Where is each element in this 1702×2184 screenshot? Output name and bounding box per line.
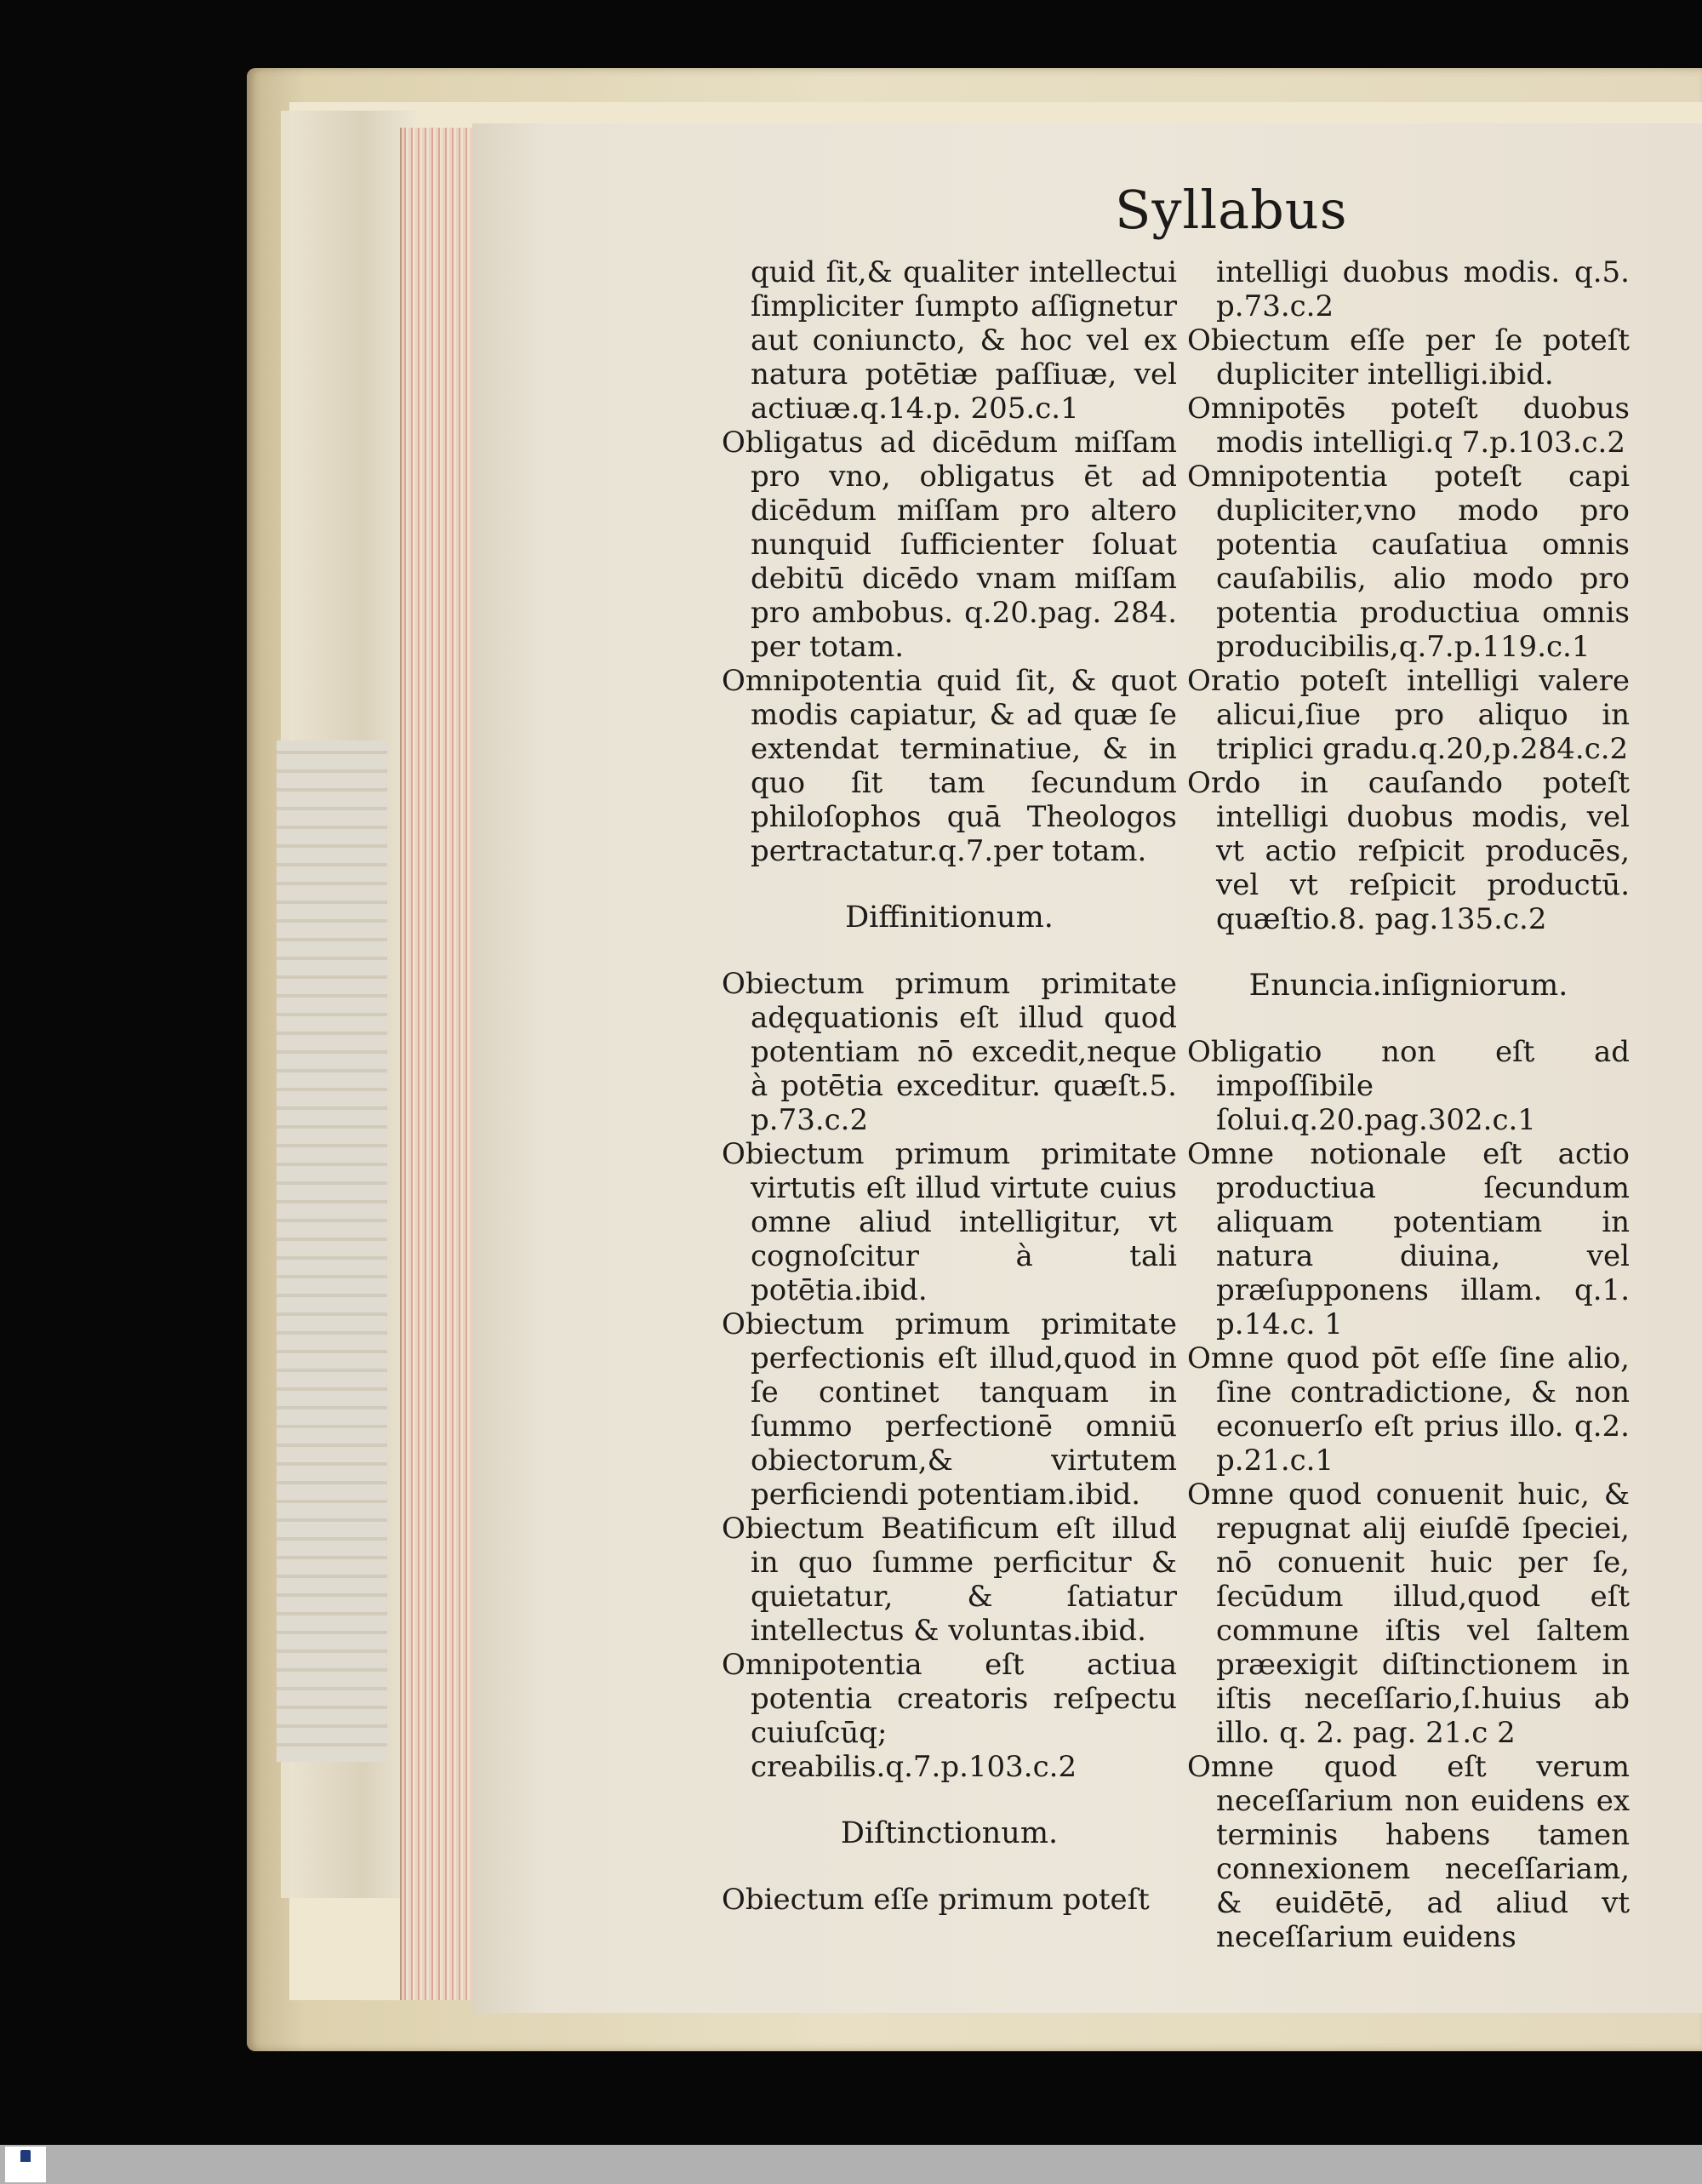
index-entry: Omne quod conuenit huic, & repugnat alij eiuſdē ſpeciei, nō conuenit huic per ſe, ſecūdum illud,quod eſt commune iſtis vel ſaltem præexigit diſtinctionem in iſtis neceſſario,ſ.huius ab illo. q. 2. pag. 21.c 2 — [1187, 1478, 1630, 1750]
index-entry: Omne notionale eſt actio productiua ſecundum aliquam potentiam in natura diuina, vel præſupponens illam. q.1. p.14.c. 1 — [1187, 1137, 1630, 1341]
index-entry: Obligatio non eſt ad impoſſibile ſolui.q.20.pag.302.c.1 — [1187, 1035, 1630, 1137]
index-entry: Omnipotentia eſt actiua potentia creatoris reſpectu cuiuſcūq; creabilis.q.7.p.103.c.2 — [722, 1648, 1177, 1784]
index-entry: Obiectum eſſe primum poteſt — [722, 1883, 1150, 1917]
index-entry: Obiectum Beatificum eſt illud in quo ſumme perficitur & quietatur, & ſatiatur intellectus & voluntas.ibid. — [722, 1512, 1177, 1648]
index-entry: Omne quod eſt verum neceſſarium non euidens ex terminis habens tamen connexionem neceſſariam, & euidētē, ad aliud vt neceſſarium euidens — [1187, 1750, 1630, 1954]
page-fore-edge — [400, 128, 474, 2000]
left-column — [722, 255, 1177, 1917]
viewer-footer-bar — [0, 2145, 1702, 2184]
index-entry: Obiectum eſſe per ſe poteſt dupliciter intelligi.ibid. — [1187, 323, 1630, 392]
section-heading: Diſtinctionum. — [840, 1816, 1059, 1850]
index-entry: Omnipotentia poteſt capi dupliciter,vno modo pro potentia cauſatiua omnis cauſabilis, alio modo pro potentia productiua omnis producibilis,q.7.p.119.c.1 — [1187, 460, 1630, 664]
section-heading: Diffinitionum. — [845, 900, 1054, 935]
right-column — [1187, 255, 1630, 1954]
index-entry: Obiectum primum primitate perfectionis eſt illud,quod in ſe continet tanquam in ſummo perfectionē omniū obiectorum,& virtutem perficiendi potentiam.ibid. — [722, 1307, 1177, 1512]
index-entry: Oratio poteſt intelligi valere alicui,ſiue pro aliquo in triplici gradu.q.20,p.284.c.2 — [1187, 664, 1630, 766]
index-entry-continued: quid ſit,& qualiter intellectui ſimpliciter ſumpto aſſignetur aut coniuncto, & hoc vel ex natura potētiæ paſſiuæ, vel actiuæ.q.14.p. 205.c.1 — [751, 255, 1177, 426]
section-heading: Enuncia.inſigniorum. — [1248, 969, 1568, 1003]
index-entry: Ordo in cauſando poteſt intelligi duobus modis, vel vt actio reſpicit producēs, vel vt reſpicit productū. quæſtio.8. pag.135.c.2 — [1187, 766, 1630, 936]
index-entry: Omne quod pōt eſſe ſine alio, ſine contradictione, & non econuerſo eſt prius illo. q.2. p.21.c.1 — [1187, 1341, 1630, 1478]
printed-stub-strip — [277, 740, 387, 1762]
index-entry: Obiectum primum primitate virtutis eſt illud virtute cuius omne aliud intelligitur, vt cognoſcitur à tali potētia.ibid. — [722, 1137, 1177, 1307]
index-entry-continued: intelligi duobus modis. q.5. p.73.c.2 — [1216, 255, 1630, 323]
library-logo-icon — [20, 2150, 31, 2162]
index-entry: Omnipotēs poteſt duobus modis intelligi.q 7.p.103.c.2 — [1187, 392, 1630, 460]
running-header: Syllabus — [1115, 179, 1348, 241]
index-entry: Obligatus ad dicēdum miſſam pro vno, obligatus ēt ad dicēdum miſſam pro altero nunquid ſufficienter ſoluat debitū dicēdo vnam miſſam pro ambobus. q.20.pag. 284. per totam. — [722, 426, 1177, 664]
index-entry: Omnipotentia quid ſit, & quot modis capiatur, & ad quæ ſe extendat terminatiue, & in quo ſit tam ſecundum philoſophos quā Theologos pertractatur.q.7.per totam. — [722, 664, 1177, 868]
index-entry: Obiectum primum primitate adęquationis eſt illud quod potentiam nō excedit,neque à potētia exceditur. quæſt.5. p.73.c.2 — [722, 967, 1177, 1137]
library-logo — [5, 2147, 46, 2182]
